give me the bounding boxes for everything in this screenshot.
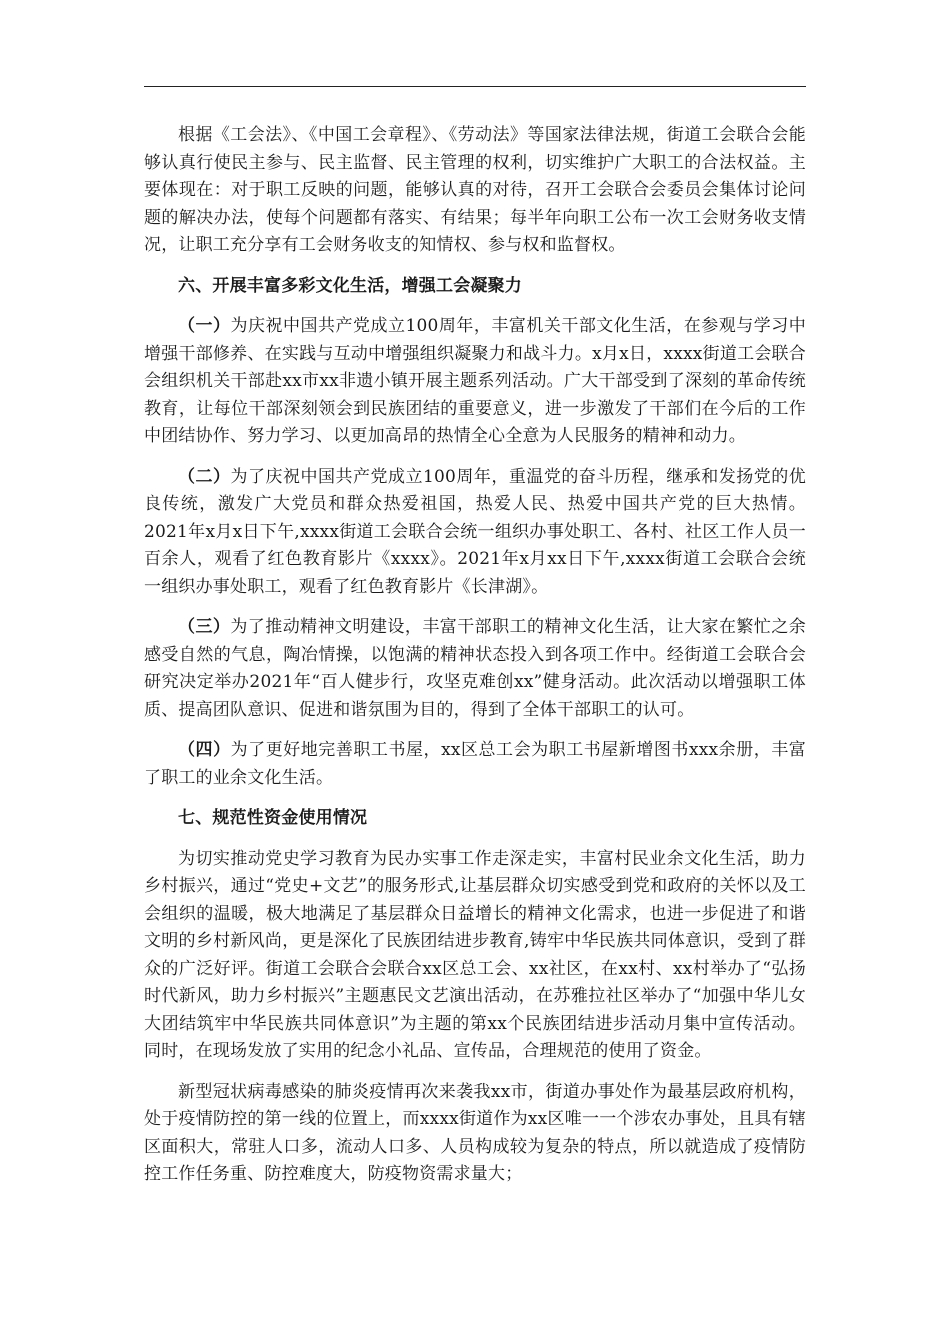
item-4-number: （四） <box>178 740 231 760</box>
paragraph-item-1 <box>144 313 806 451</box>
item-2-text: 为了庆祝中国共产党成立100周年，重温党的奋斗历程，继承和发扬党的优良传统，激发广大党员和群众热爱祖国，热爱人民、热爱中国共产党的巨大热情。2021年x月x日下午,xxxx街道工会联合会统一组织办事处职工、各村、社区工作人员一百余人，观看了红色教育影片《xxxx》。2021年x月xx日下午,xxxx街道工会联合会统一组织办事处职工，观看了红色教育影片《长津湖》。 <box>144 466 806 597</box>
item-1-number: （一） <box>178 316 231 336</box>
item-3-number: （三） <box>178 617 231 637</box>
document-body <box>144 122 806 1202</box>
item-3-text: 为了推动精神文明建设，丰富干部职工的精神文化生活，让大家在繁忙之余感受自然的气息，陶冶情操，以饱满的精神状态投入到各项工作中。经街道工会联合会研究决定举办2021年“百人健步行，攻坚克难创xx”健身活动。此次活动以增强职工体质、提高团队意识、促进和谐氛围为目的，得到了全体干部职工的认可。 <box>144 617 806 720</box>
paragraph-epidemic: 新型冠状病毒感染的肺炎疫情再次来袭我xx市，街道办事处作为最基层政府机构，处于疫情防控的第一线的位置上，而xxxx街道作为xx区唯一一个涉农办事处，且具有辖区面积大，常驻人口多，流动人口多、人员构成较为复杂的特点，所以就造成了疫情防控工作任务重、防控难度大，防疫物资需求量大； <box>144 1081 806 1184</box>
paragraph-item-2 <box>144 464 806 602</box>
item-4-text: 为了更好地完善职工书屋，xx区总工会为职工书屋新增图书xxx余册，丰富了职工的业余文化生活。 <box>144 740 807 788</box>
section-heading-6: 六、开展丰富多彩文化生活，增强工会凝聚力 <box>178 275 522 296</box>
paragraph-item-4 <box>144 737 806 792</box>
paragraph-item-3 <box>144 614 806 724</box>
section-heading-7: 七、规范性资金使用情况 <box>178 808 368 828</box>
item-2-number: （二） <box>178 466 231 487</box>
paragraph-rights: 根据《工会法》、《中国工会章程》、《劳动法》等国家法律法规，街道工会联合会能够认真行使民主参与、民主监督、民主管理的权利，切实维护广大职工的合法权益。主要体现在：对于职工反映的问题，能够认真的对待，召开工会联合会委员会集体讨论问题的解决办法，使每个问题都有落实、有结果；每半年向职工公布一次工会财务收支情况，让职工充分享有工会财务收支的知情权、参与权和监督权。 <box>144 125 806 255</box>
paragraph-funds-usage: 为切实推动党史学习教育为民办实事工作走深走实，丰富村民业余文化生活，助力乡村振兴，通过“党史+文艺”的服务形式,让基层群众切实感受到党和政府的关怀以及工会组织的温暖，极大地满足了基层群众日益增长的精神文化需求，也进一步促进了和谐文明的乡村新风尚，更是深化了民族团结进步教育,铸牢中华民族共同体意识，受到了群众的广泛好评。街道工会联合会联合xx区总工会、xx社区，在xx村、xx村举办了“弘扬时代新风，助力乡村振兴”主题惠民文艺演出活动，在苏雅拉社区举办了“加强中华儿女大团结筑牢中华民族共同体意识”为主题的第xx个民族团结进步活动月集中宣传活动。同时，在现场发放了实用的纪念小礼品、宣传品，合理规范的使用了资金。 <box>144 848 806 1061</box>
item-1-text: 为庆祝中国共产党成立100周年，丰富机关干部文化生活，在参观与学习中增强干部修养、在实践与互动中增强组织凝聚力和战斗力。x月x日，xxxx街道工会联合会组织机关干部赴xx市xx非遗小镇开展主题系列活动。广大干部受到了深刻的革命传统教育，让每位干部深刻领会到民族团结的重要意义，进一步激发了干部们在今后的工作中团结协作、努力学习、以更加高昂的热情全心全意为人民服务的精神和动力。 <box>144 316 806 446</box>
header-rule <box>144 86 806 87</box>
